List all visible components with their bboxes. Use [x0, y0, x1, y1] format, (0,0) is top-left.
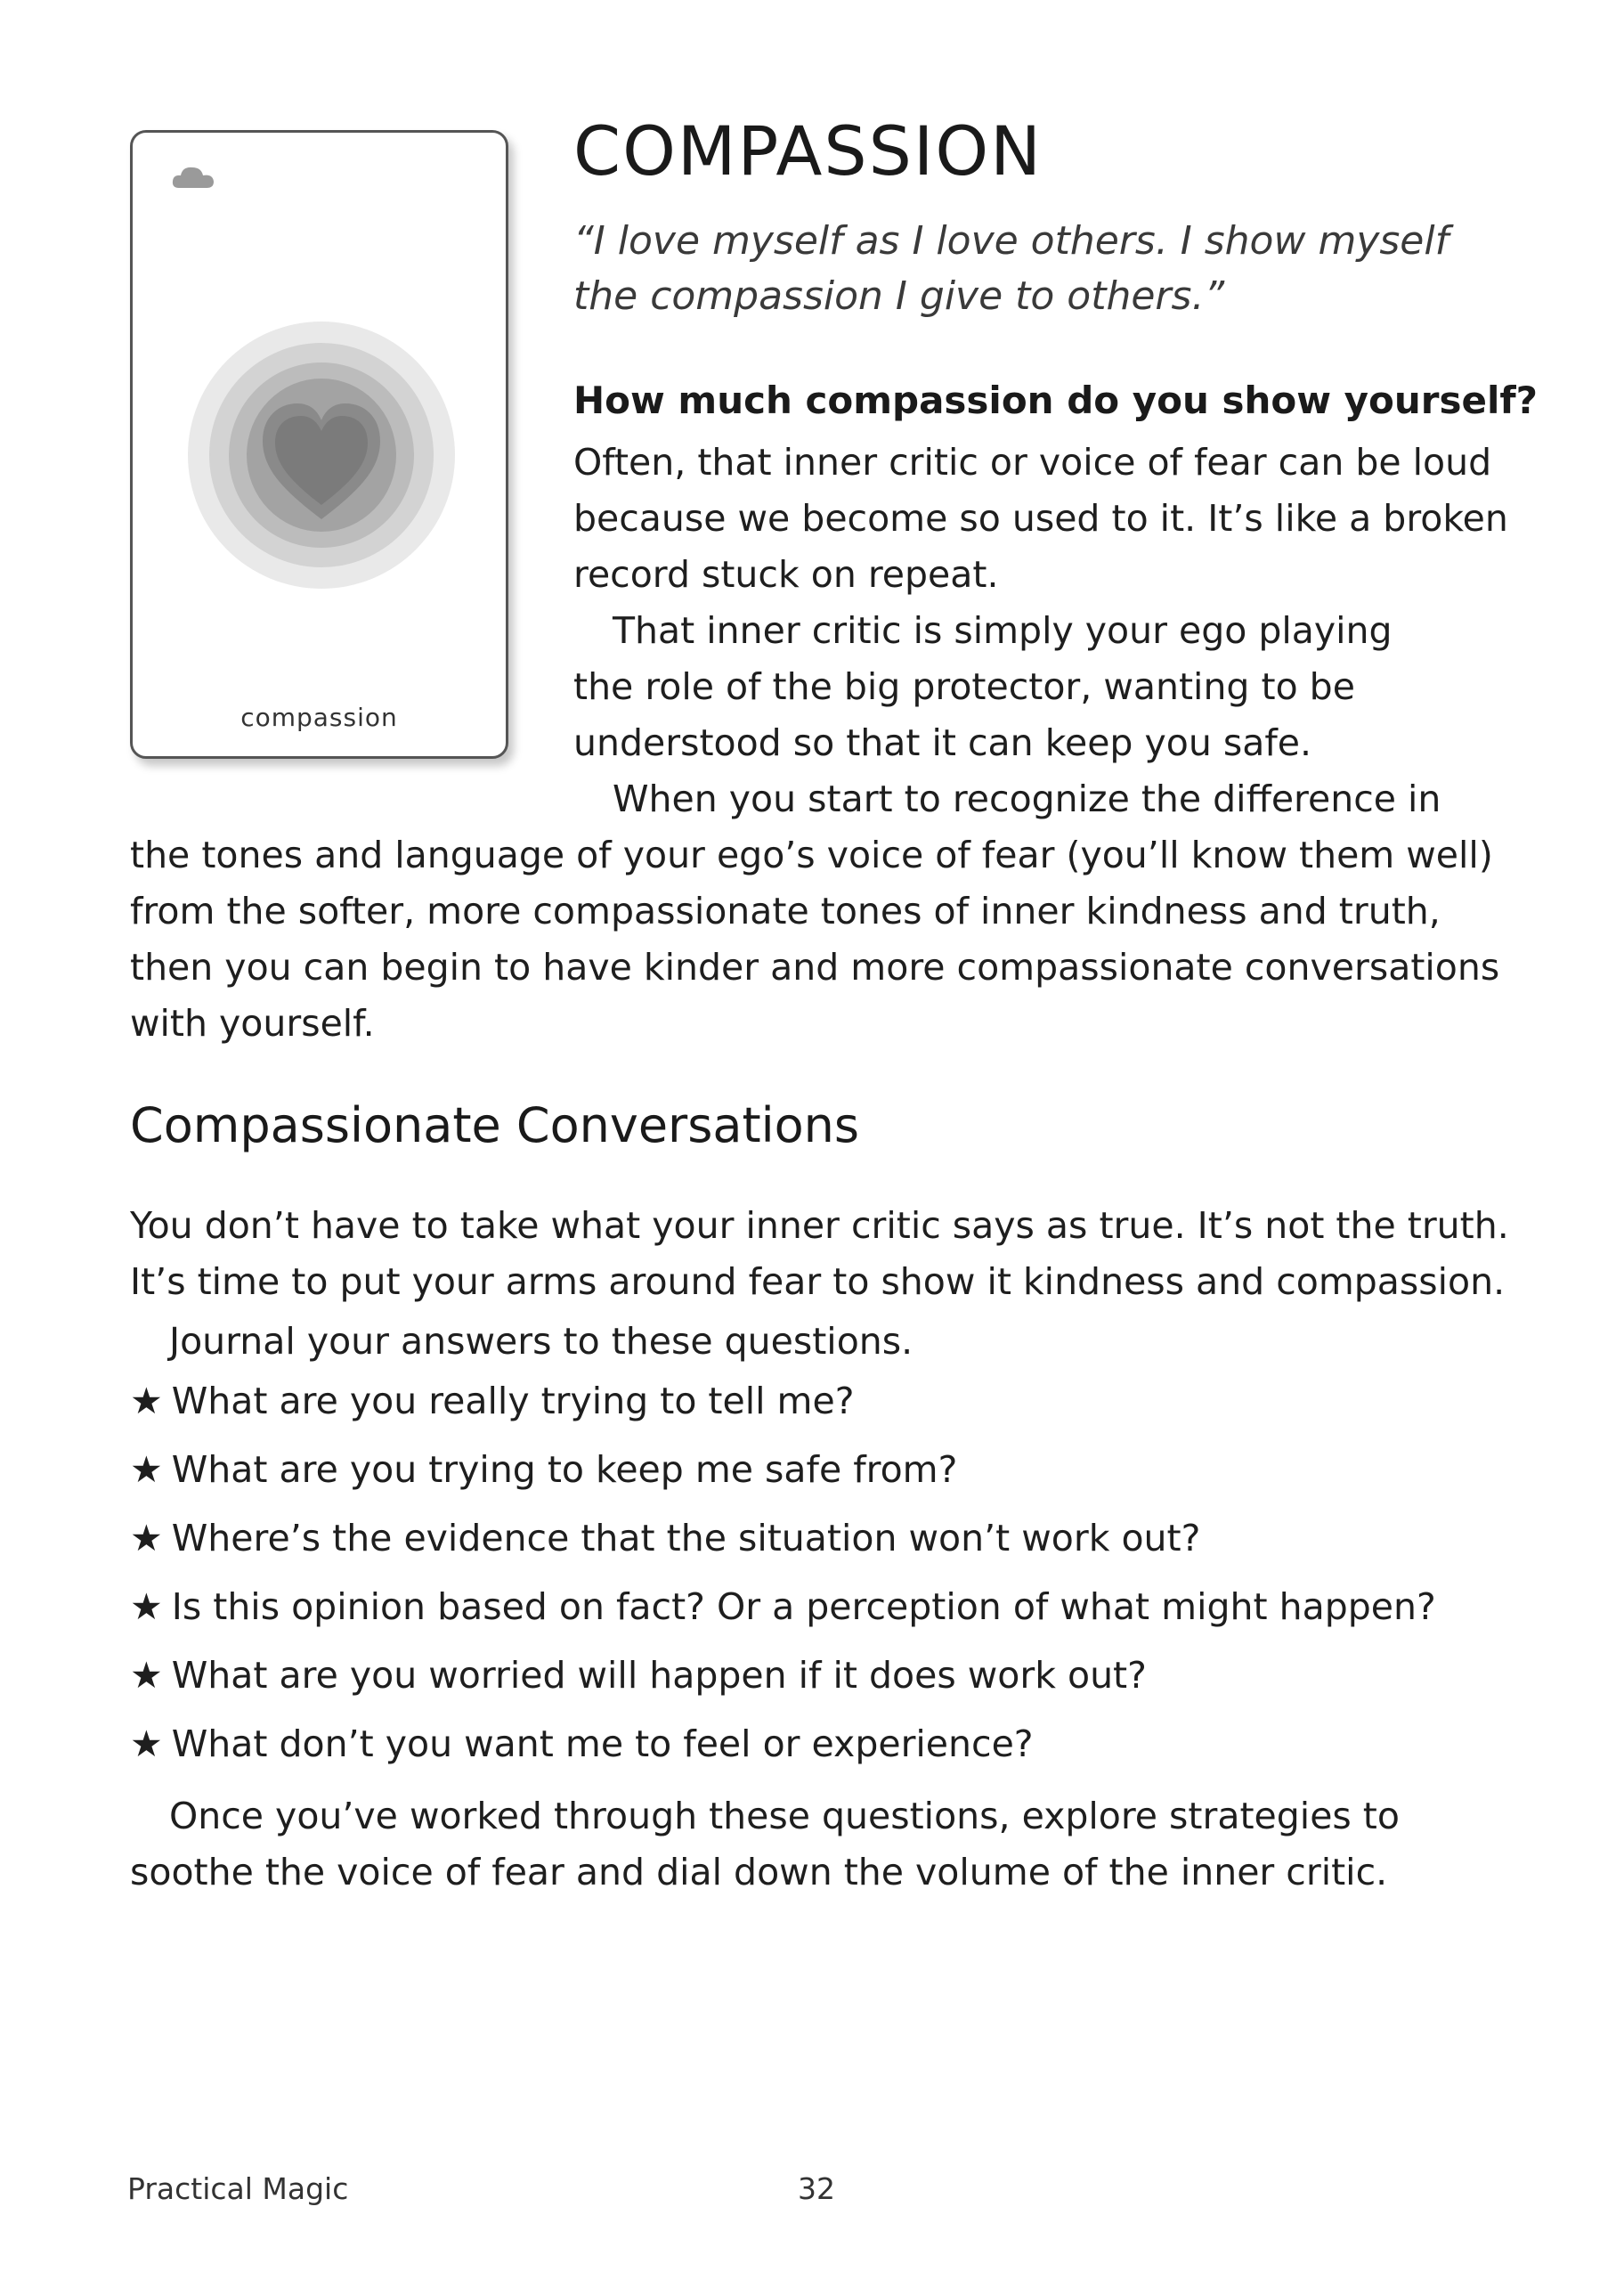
- page-number: 32: [798, 2171, 835, 2206]
- star-icon: ★: [130, 1517, 163, 1559]
- card-label: compassion: [240, 703, 398, 732]
- star-icon: ★: [130, 1654, 163, 1697]
- question-text: Where’s the evidence that the situation won’t work out?: [171, 1517, 1201, 1559]
- text-line: understood so that it can keep you safe.: [573, 721, 1312, 764]
- heart-icon: [188, 322, 455, 589]
- text-line: the role of the big protector, wanting to be: [573, 665, 1355, 708]
- text-line: record stuck on repeat.: [573, 553, 999, 596]
- text-line: Once you’ve worked through these questions, explore strategies to: [169, 1795, 1400, 1837]
- quote-line: the compassion I give to others.”: [573, 273, 1225, 319]
- text-line: soothe the voice of fear and dial down the volume of the inner critic.: [130, 1851, 1388, 1893]
- footer-book-title: Practical Magic: [127, 2171, 349, 2206]
- page-title: COMPASSION: [573, 111, 1043, 191]
- star-icon: ★: [130, 1585, 163, 1628]
- question-text: What are you worried will happen if it does work out?: [171, 1654, 1147, 1697]
- list-item: [130, 1716, 1436, 1785]
- affirmation-quote: [573, 214, 1553, 324]
- closing-paragraph: [130, 1788, 1400, 1901]
- question-text: Is this opinion based on fact? Or a perception of what might happen?: [171, 1585, 1436, 1628]
- star-icon: ★: [130, 1722, 163, 1765]
- oracle-card-compassion: [130, 130, 508, 759]
- question-text: What are you trying to keep me safe from?: [171, 1448, 958, 1491]
- list-item: [130, 1510, 1436, 1579]
- cloud-icon: [170, 163, 216, 190]
- text-line: with yourself.: [130, 1002, 375, 1045]
- section-paragraph: [130, 1198, 1509, 1310]
- text-line: It’s time to put your arms around fear to show it kindness and compassion.: [130, 1260, 1506, 1303]
- text-line: the tones and language of your ego’s voice of fear (you’ll know them well): [130, 834, 1493, 876]
- continued-paragraph: [130, 827, 1499, 1052]
- subheading: How much compassion do you show yourself?: [573, 379, 1539, 422]
- text-line: then you can begin to have kinder and more compassionate conversations: [130, 946, 1500, 989]
- question-text: What don’t you want me to feel or experience?: [171, 1722, 1034, 1765]
- text-line: You don’t have to take what your inner critic says as true. It’s not the truth.: [130, 1204, 1509, 1247]
- text-line: When you start to recognize the difference in: [613, 778, 1441, 820]
- question-list: [130, 1373, 1436, 1785]
- star-icon: ★: [130, 1448, 163, 1491]
- list-item: [130, 1442, 1436, 1510]
- question-text: What are you really trying to tell me?: [171, 1380, 855, 1422]
- intro-paragraph: [573, 435, 1508, 827]
- quote-line: “I love myself as I love others. I show myself: [573, 218, 1449, 264]
- list-item: [130, 1373, 1436, 1442]
- text-line: Often, that inner critic or voice of fear can be loud: [573, 441, 1492, 484]
- text-line: from the softer, more compassionate tones of inner kindness and truth,: [130, 890, 1441, 932]
- text-line: That inner critic is simply your ego playing: [613, 609, 1393, 652]
- list-item: [130, 1579, 1436, 1648]
- list-item: [130, 1648, 1436, 1716]
- section-heading: Compassionate Conversations: [130, 1097, 860, 1153]
- journal-prompt: Journal your answers to these questions.: [169, 1320, 914, 1363]
- text-line: because we become so used to it. It’s like a broken: [573, 497, 1508, 540]
- star-icon: ★: [130, 1380, 163, 1422]
